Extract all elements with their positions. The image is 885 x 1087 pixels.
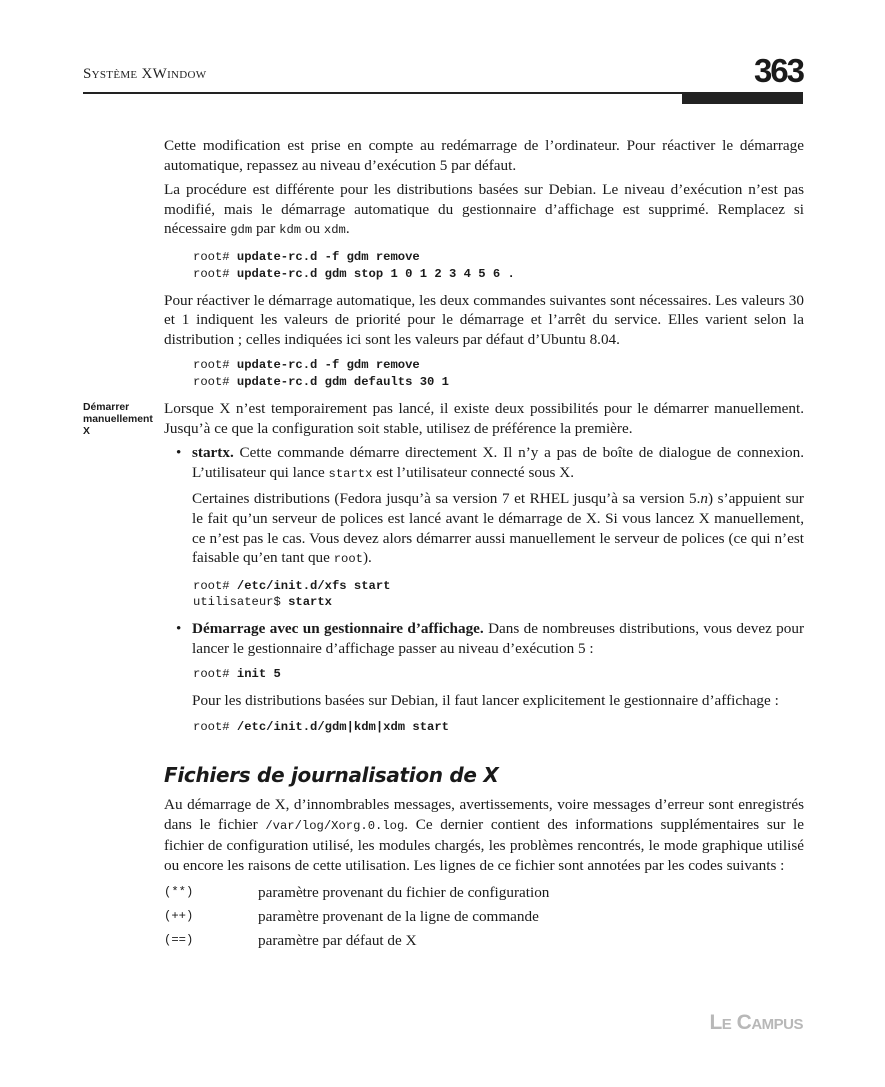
bullet-item-display-manager	[164, 619, 804, 658]
paragraph-manual-start: Lorsque X n’est temporairement pas lancé, il existe deux possibilités pour le démarrer manuellement. Jusqu’à ce que la configuration soit stable, utilisez de préférence la première.	[164, 399, 804, 437]
bullet-continuation	[164, 691, 804, 711]
paragraph-reactivation: Cette modification est prise en compte au redémarrage de l’ordinateur. Pour réactiver le démarrage automatique, repassez au niveau d’exécution 5 par défaut.	[164, 137, 804, 174]
list-item	[164, 905, 804, 929]
margin-note-line: manuellement	[83, 414, 153, 425]
log-code: (==)	[164, 932, 194, 947]
log-code-description: paramètre provenant de la ligne de commande	[258, 907, 539, 925]
text: ) s’appuient sur le fait qu’un serveur de polices est lancé avant le démarrage de X. Si vous lancez X manuellement, ce n’est pas le cas. Vous devez alors démarrer aussi manuellement le serveur de polices (ce qui n’est faisable qu’en tant que	[192, 490, 804, 567]
log-code-description: paramètre par défaut de X	[258, 931, 417, 949]
code-block	[193, 249, 804, 283]
code-block	[193, 719, 804, 736]
inline-code: xdm	[323, 223, 346, 238]
main-text	[164, 136, 804, 953]
text: ).	[362, 549, 372, 567]
inline-code: gdm	[230, 223, 253, 238]
bullet-term: startx.	[192, 444, 234, 462]
code-prompt: root#	[193, 266, 237, 281]
running-header-title: Système XWindow	[83, 66, 207, 82]
paragraph-debian	[164, 180, 804, 241]
code-command: /etc/init.d/xfs start	[236, 578, 391, 593]
log-codes-list	[164, 881, 804, 953]
bullet-item-startx	[164, 443, 804, 484]
text: par	[252, 220, 280, 238]
paragraph-priorities: Pour réactiver le démarrage automatique, les deux commandes suivantes sont nécessaires. Les valeurs 30 et 1 indiquent les valeurs de priorité pour le démarrage et l’arrêt du service. Elles varient selon la distribution ; celles indiquées ici sont les valeurs par défaut d’Ubuntu 8.04.	[164, 291, 804, 348]
code-command: update-rc.d gdm stop 1 0 1 2 3 4 5 6 .	[236, 266, 515, 281]
publisher-logo: Le Campus	[709, 1011, 803, 1034]
bullet-text	[192, 443, 804, 484]
page-number: 363	[753, 52, 803, 89]
code-block	[193, 357, 804, 391]
code-prompt: root#	[193, 375, 237, 390]
bullet-continuation	[164, 489, 804, 569]
code-command: init 5	[236, 667, 281, 682]
margin-note-line: Démarrer	[83, 402, 130, 413]
code-command: update-rc.d -f gdm remove	[236, 358, 420, 373]
log-code-description: paramètre provenant du fichier de configuration	[258, 883, 550, 901]
bullet-term: Démarrage avec un gestionnaire d’affichage.	[192, 620, 484, 638]
paragraph-debian-display: Pour les distributions basées sur Debian, il faut lancer explicitement le gestionnaire d’affichage :	[192, 692, 779, 710]
bullet-dot: •	[176, 444, 182, 462]
text: est l’utilisateur connecté sous X.	[372, 463, 575, 481]
bullet-text	[192, 619, 804, 658]
text: Cette commande démarre directement X. Il n’y a pas de boîte de dialogue de connexion. L’utilisateur qui lance	[192, 444, 804, 481]
code-prompt: root#	[193, 249, 237, 264]
section-heading: Fichiers de journalisation de X	[164, 762, 499, 787]
text: Au démarrage de X, d’innombrables messages, avertissements, voire messages d’erreur sont enregistrés dans le fichier	[164, 796, 804, 833]
margin-note	[83, 402, 159, 438]
bullet-dot: •	[176, 620, 182, 638]
code-prompt: utilisateur$	[193, 595, 289, 610]
inline-code: root	[333, 552, 363, 567]
code-prompt: root#	[193, 578, 237, 593]
margin-note-line: X	[83, 426, 90, 437]
inline-code: /var/log/Xorg.0.log	[265, 818, 405, 833]
log-code: (**)	[164, 884, 194, 899]
code-command: update-rc.d gdm defaults 30 1	[236, 375, 449, 390]
list-item	[164, 929, 804, 953]
log-code: (++)	[164, 908, 194, 923]
code-command: update-rc.d -f gdm remove	[236, 249, 420, 264]
italic-text: n	[700, 490, 708, 508]
inline-code: kdm	[279, 223, 302, 238]
paragraph-font-server	[192, 489, 804, 569]
code-prompt: root#	[193, 667, 237, 682]
code-block	[193, 666, 804, 683]
code-prompt: root#	[193, 358, 237, 373]
text: La procédure est différente pour les distributions basées sur Debian. Le niveau d’exécution n’est pas modifié, mais le démarrage automatique du gestionnaire d’affichage est supprimé. Remplacez si nécessaire	[164, 181, 804, 238]
inline-code: startx	[328, 466, 373, 481]
code-prompt: root#	[193, 719, 237, 734]
code-block	[193, 578, 804, 612]
text: . Ce dernier contient des informations supplémentaires sur le fichier de configuration utilisé, les modules chargés, les problèmes rencontrés, le mode graphique utilisé ou encore les raisons de cette utilisation. Les lignes de ce fichier sont annotées par les codes suivants :	[164, 815, 804, 875]
text: Certaines distributions (Fedora jusqu’à sa version 7 et RHEL jusqu’à sa version 5.	[192, 490, 701, 508]
text: .	[345, 220, 350, 238]
code-command: /etc/init.d/gdm|kdm|xdm start	[236, 719, 449, 734]
header-bar	[682, 94, 803, 104]
text: ou	[301, 220, 324, 238]
paragraph-log-file	[164, 795, 804, 875]
code-command: startx	[288, 595, 332, 610]
text: Dans de nombreuses distributions, vous devez pour lancer le gestionnaire d’affichage passer au niveau d’exécution 5 :	[192, 620, 804, 657]
list-item	[164, 881, 804, 905]
